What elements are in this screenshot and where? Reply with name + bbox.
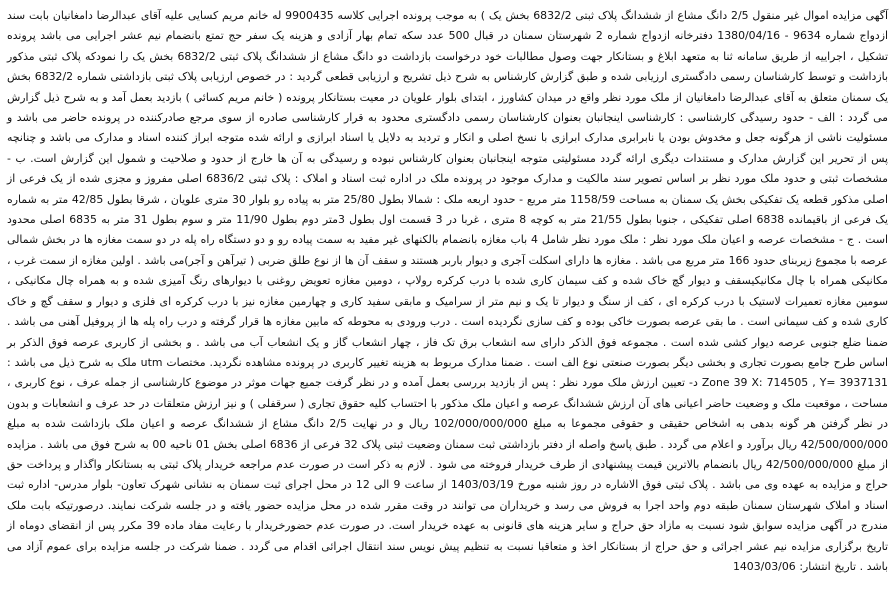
auction-notice-text: آگهی مزایده اموال غیر منقول 2/5 دانگ مشاع از ششدانگ پلاک ثبتی 6832/2 بخش یک ) به موجب پرونده اجرایی کلاسه 9900435 له خانم مریم کسایی علیه آقای عبدالرضا دامغانیان بابت سند ازدواج شماره 9634 - 1380/04/16 دفترخانه ازدواج شماره 2 شهرستان سمنان در قبال 500 عدد سکه تمام بهار آزادی و هزینه یک سفر حج تمتع بانضمام نیم عشر اجرایی می باشد پرونده تشکیل ، اجراییه از طریق سامانه ثنا به متعهد ابلاغ و بستانکار جهت وصول مطالبات خود درخواست بازداشت دو دانگ مشاع از ششدانگ پلاک ثبتی 6832/2 بخش یک را نمودکه پلاک ثبتی مذکور بازداشت و توسط کارشناسان رسمی دادگستری ارزیابی شده و طبق گزارش کارشناس به شرح ذیل تشریح و ارزیابی قطعی گردید : در خصوص ارزیابی پلاک ثبتی بازداشتی شماره 6832/2 بخش یک سمنان متعلق به آقای عبدالرضا دامغانیان از ملک مورد نظر واقع در میدان کشاورز ، ابتدای بلوار علویان در معیت بستانکار پرونده ( خانم مریم کسائی ) بازدید بعمل آمد و به شرح ذیل گزارش می گردد : الف - حدود رسیدگی کارشناسی : کارشناسی اینجانبان بعنوان کارشناسان رسمی دادگستری محدود به قرار کارشناسی صادره از سوی مرجع صادرکننده در پرونده حاضر می باشد و مسئولیت ناشی از هرگونه جعل و مخدوش بودن یا نابرابری مدارک ابرازی با نسخ اصلی و انکار و تردید به دلایل یا اسناد ابرازی و ارائه شده متوجه ابراز کننده اسناد و مدارک می باشد و چنانچه پس از تحریر این گزارش مدارک و مستندات دیگری ارائه گردد مسئولیتی متوجه اینجانبان بعنوان کارشناس نبوده و رسیدگی به آن ها خارج از حدود و صلاحیت و شمول این گزارش است. ب - مشخصات ثبتی و حدود ملک مورد نظر بر اساس تصویر سند مالکیت و مدارک موجود در پرونده ملک در اداره ثبت اسناد و املاک : پلاک ثبتی 6836/2 اصلی مفروز و مجزی شده از یک فرعی از اصلی مذکور قطعه یک تفکیکی بخش یک سمنان به مساحت 1158/59 متر مربع - حدود اربعه ملک : شمالا بطول 25/80 متر به پیاده رو بلوار 30 متری علویان ، شرقا بطول 42/85 متر به شماره یک فرعی از باقیمانده 6838 اصلی تفکیکی ، جنوبا بطول 21/55 متر به کوچه 8 متری ، غربا در 3 قسمت اول بطول 3متر دوم بطول 11/90 متر و سوم بطول 31 متر به 6835 اصلی محدود است . ج - مشخصات عرصه و اعیان ملک مورد نظر : ملک مورد نظر شامل 4 باب مغازه بانضمام بالکنهای غیر مفید به سمت پیاده رو و دو دستگاه راه پله در دو سمت مغازه ها در بخش شمالی عرصه با مجموع زیربنای حدود 166 متر مربع می باشد . مغازه ها دارای اسکلت آجری و دیوار باربر هستند و سقف آن ها از نوع طلق ضربی ( تیرآهن و آجر)می باشد . اولین مغازه از سمت غرب ، مکانیکی همراه با چال مکانیکیسقف و دیوار گچ خاک شده و کف سیمان کاری شده با درب کرکره رولاپ ، دومین مغازه تعویض روغنی با دیوارهای رنگ آمیزی شده و به همراه چال مکانیکی ، سومین مغازه تعمیرات لاستیک با درب کرکره ای ، کف از سنگ و دیوار تا یک و نیم متر از سرامیک و مابقی سفید کاری و چهارمین مغازه نیز با درب کرکره ای فلزی و دیوار و سقف گچ و خاک کاری شده و کف سیمانی است . ما بقی عرصه بصورت خاکی بوده و کف سازی نگردیده است . درب ورودی به محوطه که مابین مغازه ها قرار گرفته و درب راه پله ها از پروفیل آهنی می باشد . ضمنا ضلع جنوبی عرصه دیوار کشی شده است . مجموعه فوق الذکر دارای سه انشعاب برق تک فاز ، چهار انشعاب گاز و یک انشعاب آب می باشد . و بخشی از کاربری عرصه فوق الذکر بر اساس طرح جامع بصورت تجاری و بخشی دیگر بصورت صنعتی نوع الف است . ضمنا مدارک مربوط به هزینه تغییر کاربری در پرونده مشاهده نگردید. مختصات utm ملک به شرح ذیل می باشد : Zone 39 X: 714505 , Y= 3937131 د- تعیین ارزش ملک مورد نظر : پس از بازدید بررسی بعمل آمده و در نظر گرفت جمیع جهات موثر در موضوع کارشناسی از جمله عرف ، نوع کاربری ، مساحت ، موقعیت ملک و وضعیت حاضر اعیانی های آن ارزش ششدانگ عرصه و اعیان ملک مذکور با احتساب کلیه حقوق تجاری ( سرقفلی ) و نیز ارزش متعلقات در حد عرف و انشعابات و بدون در نظر گرفتن هر گونه بدهی به اشخاص حقیقی و حقوقی مجموعا به مبلغ 102/000/000/000 ریال و در نهایت 2/5 دانگ مشاع از ششدانگ عرصه و اعیان ملک بازداشت شده به مبلغ 42/500/000/000 ریال برآورد و اعلام می گردد . طبق پاسخ واصله از دفتر بازداشتی ثبت سمنان وضعیت ثبتی پلاک 32 فرعی از 6836 اصلی بخش 01 ناحیه 00 به شرح فوق می باشد . مزایده از مبلغ 42/500/000/000 ریال بانضمام بالاترین قیمت پیشنهادی از طرف خریدار فروخته می شود . لازم به ذکر است در صورت عدم مراجعه خریدار پلاک ثبتی به بستانکار واگذار و پرداخت حق حراج و مزایده به عهده وی می باشد . پلاک ثبتی فوق الاشاره در روز شنبه مورخ 1403/03/19 از ساعت 9 الی 12 در محل اجرای ثبت سمنان به نشانی شهرک تعاون- بلوار مدرس- اداره ثبت اسناد و املاک شهرستان سمنان طبقه دوم واحد اجرا به فروش می رسد و خریداران می توانند در وقت مقرر شده در محل مزایده حضور یافته و در جلسه شرکت نمایند. درصورتیکه بابت ملک مندرج در آگهی مزایده سوابق شود نسبت به مازاد حق حراج و سایر هزینه های قانونی به عهده خریدار است. در صورت عدم حضورخریدار با رعایت مفاد ماده 39 مکرر پس از انقضای دوماه از تاریخ برگزاری مزایده نیم عشر اجرائی و حق حراج از بستانکار اخذ و متعاقبا نسبت به تنظیم پیش نویس سند انتقال اجرائی اقدام می گردد . ضمنا شرکت در جلسه مزایده برای عموم آزاد می باشد . تاریخ انتشار: 1403/03/06	[7, 9, 889, 573]
